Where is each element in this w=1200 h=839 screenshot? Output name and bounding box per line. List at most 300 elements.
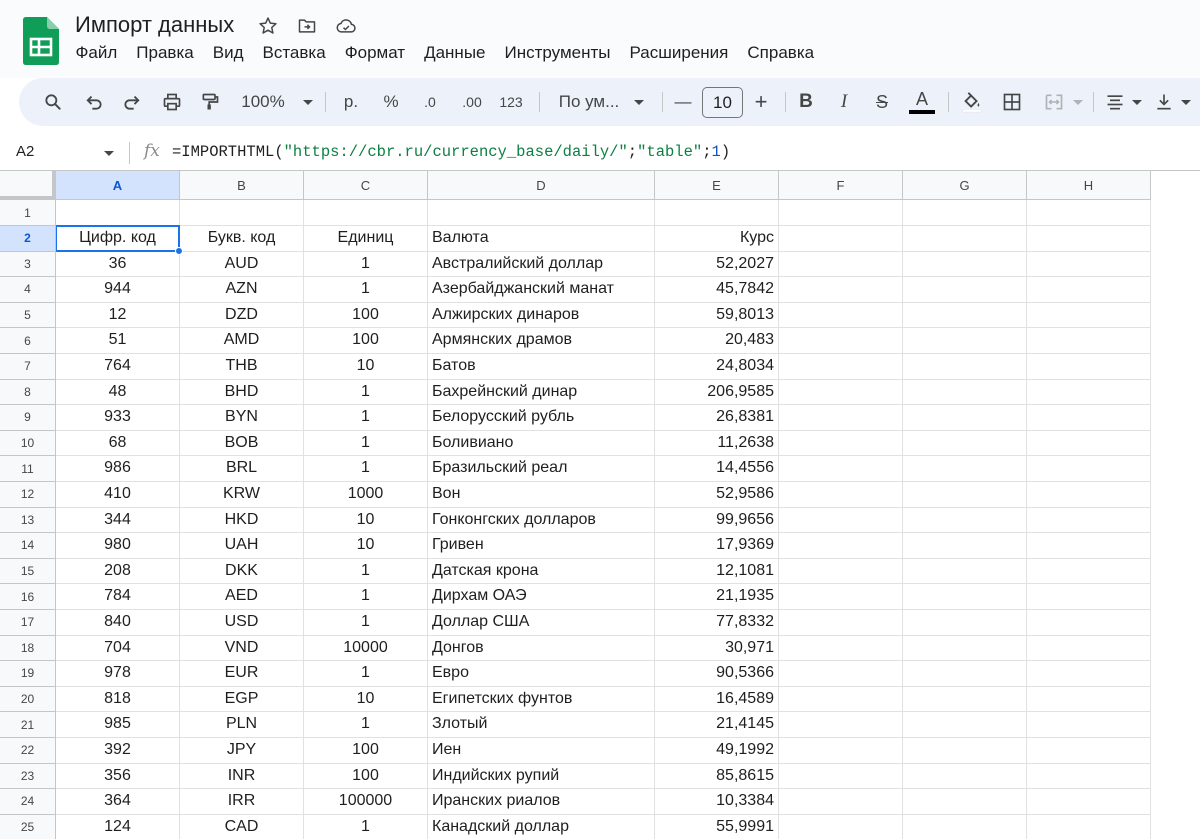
cell[interactable]: EUR — [180, 661, 304, 687]
cell[interactable]: 77,8332 — [655, 610, 779, 636]
cell[interactable] — [1027, 687, 1151, 713]
undo-icon[interactable] — [80, 78, 108, 126]
cell[interactable]: Индийских рупий — [428, 764, 655, 790]
cell[interactable] — [1027, 815, 1151, 839]
cell[interactable] — [56, 200, 180, 226]
table-row — [56, 482, 1200, 508]
cell[interactable] — [779, 277, 903, 303]
cell[interactable]: 10 — [304, 687, 428, 713]
cell[interactable]: 980 — [56, 533, 180, 559]
formula-input[interactable] — [172, 143, 730, 161]
document-title[interactable]: Импорт данных — [75, 12, 235, 37]
cell[interactable]: 45,7842 — [655, 277, 779, 303]
cell[interactable]: Букв. код — [180, 226, 304, 252]
cell[interactable]: 14,4556 — [655, 456, 779, 482]
cell[interactable]: Иен — [428, 738, 655, 764]
cell[interactable]: Евро — [428, 661, 655, 687]
cell[interactable]: 59,8013 — [655, 303, 779, 329]
fill-handle[interactable] — [175, 247, 183, 255]
cell[interactable]: 68 — [56, 431, 180, 457]
font-size-input[interactable]: 10 — [702, 87, 743, 118]
row-header[interactable]: 16 — [0, 584, 56, 610]
vertical-align-icon[interactable] — [1150, 78, 1178, 126]
cell[interactable]: 1 — [304, 815, 428, 839]
cell[interactable] — [903, 328, 1027, 354]
cell[interactable]: 985 — [56, 712, 180, 738]
cell[interactable] — [903, 636, 1027, 662]
cell[interactable]: Египетских фунтов — [428, 687, 655, 713]
cell[interactable]: UAH — [180, 533, 304, 559]
cell[interactable] — [1027, 559, 1151, 585]
cell[interactable]: Гривен — [428, 533, 655, 559]
italic-button[interactable]: I — [840, 91, 848, 112]
cell[interactable]: 90,5366 — [655, 661, 779, 687]
cell[interactable]: 206,9585 — [655, 380, 779, 406]
bold-button[interactable]: B — [799, 91, 813, 112]
cell[interactable]: 124 — [56, 815, 180, 839]
formula-separator: ; — [627, 143, 638, 161]
cell[interactable]: Донгов — [428, 636, 655, 662]
cell[interactable]: Курс — [655, 226, 779, 252]
cell[interactable]: VND — [180, 636, 304, 662]
cell[interactable]: 840 — [56, 610, 180, 636]
cell[interactable] — [903, 533, 1027, 559]
cell[interactable]: 10,3384 — [655, 789, 779, 815]
cell[interactable]: 818 — [56, 687, 180, 713]
text-color-letter: A — [915, 89, 928, 109]
cell[interactable] — [779, 687, 903, 713]
cell[interactable]: 17,9369 — [655, 533, 779, 559]
cell[interactable] — [779, 815, 903, 839]
cell[interactable]: 52,9586 — [655, 482, 779, 508]
cell[interactable] — [779, 610, 903, 636]
cell[interactable]: Канадский доллар — [428, 815, 655, 839]
cell[interactable]: 24,8034 — [655, 354, 779, 380]
cell[interactable]: 986 — [56, 456, 180, 482]
cell[interactable] — [903, 738, 1027, 764]
cell[interactable] — [1027, 738, 1151, 764]
cell[interactable] — [779, 533, 903, 559]
cell[interactable]: 99,9656 — [655, 508, 779, 534]
cell[interactable]: 21,1935 — [655, 584, 779, 610]
cell[interactable]: 10 — [304, 533, 428, 559]
cell[interactable] — [903, 277, 1027, 303]
table-row — [56, 610, 1200, 636]
star-icon[interactable] — [256, 14, 280, 38]
cell[interactable]: Дирхам ОАЭ — [428, 584, 655, 610]
table-row — [56, 815, 1200, 839]
cell[interactable]: Австралийский доллар — [428, 252, 655, 278]
cell[interactable]: 21,4145 — [655, 712, 779, 738]
cell[interactable] — [903, 226, 1027, 252]
row-header[interactable]: 7 — [0, 354, 56, 380]
cell[interactable]: BHD — [180, 380, 304, 406]
row-header[interactable]: 9 — [0, 405, 56, 431]
column-header-c[interactable]: C — [304, 171, 428, 200]
cell[interactable] — [1027, 764, 1151, 790]
cell[interactable]: THB — [180, 354, 304, 380]
cell[interactable] — [655, 200, 779, 226]
cell[interactable] — [1027, 636, 1151, 662]
cell[interactable]: 208 — [56, 559, 180, 585]
cell[interactable] — [1027, 661, 1151, 687]
cell[interactable]: 356 — [56, 764, 180, 790]
valign-caret-icon[interactable] — [1179, 78, 1193, 126]
row-header[interactable]: 5 — [0, 303, 56, 329]
cell[interactable]: Батов — [428, 354, 655, 380]
toolbar-separator — [948, 92, 949, 112]
row-header[interactable]: 24 — [0, 789, 56, 815]
cell[interactable]: DKK — [180, 559, 304, 585]
row-header[interactable]: 2 — [0, 226, 56, 252]
menu-edit[interactable]: Правка — [136, 43, 194, 62]
increase-decimal-label: .00 — [462, 94, 482, 110]
search-menus-icon[interactable] — [39, 78, 67, 126]
cell[interactable]: 1 — [304, 610, 428, 636]
increase-font-size-button[interactable]: + — [754, 89, 768, 114]
cell[interactable] — [779, 431, 903, 457]
cell[interactable] — [903, 431, 1027, 457]
cell[interactable] — [903, 610, 1027, 636]
row-header[interactable]: 8 — [0, 380, 56, 406]
cell[interactable] — [779, 764, 903, 790]
menu-bar — [66, 41, 824, 65]
print-icon[interactable] — [158, 78, 186, 126]
cell[interactable] — [779, 661, 903, 687]
cloud-saved-icon[interactable] — [334, 14, 358, 38]
zoom-caret-icon[interactable] — [300, 78, 316, 126]
cell[interactable]: INR — [180, 764, 304, 790]
cell[interactable]: 36 — [56, 252, 180, 278]
cell[interactable]: 1 — [304, 584, 428, 610]
fill-color-icon[interactable] — [956, 78, 988, 126]
cell[interactable] — [779, 252, 903, 278]
menu-help[interactable]: Справка — [747, 43, 815, 62]
cell[interactable]: JPY — [180, 738, 304, 764]
row-header[interactable]: 17 — [0, 610, 56, 636]
cell[interactable]: 85,8615 — [655, 764, 779, 790]
borders-icon[interactable] — [998, 78, 1026, 126]
cell[interactable]: 12 — [56, 303, 180, 329]
cell[interactable]: DZD — [180, 303, 304, 329]
cell[interactable]: 1 — [304, 559, 428, 585]
cell[interactable]: 48 — [56, 380, 180, 406]
table-row — [56, 200, 1200, 226]
cell[interactable]: 1000 — [304, 482, 428, 508]
cell[interactable] — [1027, 431, 1151, 457]
cell[interactable]: 944 — [56, 277, 180, 303]
cell[interactable]: 10 — [304, 508, 428, 534]
cell[interactable] — [304, 200, 428, 226]
currency-format-button[interactable]: р. — [343, 92, 359, 111]
cell[interactable] — [779, 559, 903, 585]
cell[interactable] — [1027, 277, 1151, 303]
row-header[interactable]: 6 — [0, 328, 56, 354]
move-to-folder-icon[interactable] — [295, 14, 319, 38]
cell[interactable]: 100000 — [304, 789, 428, 815]
decrease-font-size-button[interactable]: — — [674, 92, 692, 111]
row-header[interactable]: 21 — [0, 712, 56, 738]
cell[interactable]: BYN — [180, 405, 304, 431]
formula-function: =IMPORTHTML( — [172, 143, 284, 161]
more-formats-button[interactable] — [495, 78, 527, 126]
cell[interactable]: IRR — [180, 789, 304, 815]
font-caret-icon[interactable] — [631, 78, 647, 126]
cell[interactable] — [903, 456, 1027, 482]
cell[interactable]: 392 — [56, 738, 180, 764]
cell[interactable] — [1027, 789, 1151, 815]
cell[interactable] — [903, 303, 1027, 329]
cell[interactable]: 1 — [304, 277, 428, 303]
cell[interactable] — [1027, 354, 1151, 380]
cell[interactable] — [779, 584, 903, 610]
cell[interactable] — [903, 815, 1027, 839]
cell[interactable] — [1027, 508, 1151, 534]
cell[interactable] — [903, 687, 1027, 713]
cell[interactable]: Датская крона — [428, 559, 655, 585]
cell[interactable] — [1027, 533, 1151, 559]
row-header[interactable]: 14 — [0, 533, 56, 559]
row-header[interactable]: 11 — [0, 456, 56, 482]
row-header[interactable]: 22 — [0, 738, 56, 764]
cell[interactable]: 1 — [304, 431, 428, 457]
cell[interactable]: Валюта — [428, 226, 655, 252]
strikethrough-button[interactable]: S — [875, 91, 888, 112]
cell[interactable]: 26,8381 — [655, 405, 779, 431]
percent-format-button[interactable]: % — [383, 92, 399, 111]
cell[interactable] — [903, 584, 1027, 610]
cell[interactable]: 364 — [56, 789, 180, 815]
cell[interactable] — [903, 200, 1027, 226]
cell[interactable]: 1 — [304, 456, 428, 482]
cell[interactable]: 16,4589 — [655, 687, 779, 713]
cell[interactable]: 11,2638 — [655, 431, 779, 457]
cell[interactable]: Доллар США — [428, 610, 655, 636]
cell[interactable] — [1027, 328, 1151, 354]
row-header[interactable]: 15 — [0, 559, 56, 585]
cell[interactable] — [903, 559, 1027, 585]
menu-insert[interactable]: Вставка — [262, 43, 326, 62]
cell[interactable] — [779, 354, 903, 380]
column-header-h[interactable]: H — [1027, 171, 1151, 200]
column-header-b[interactable]: B — [180, 171, 304, 200]
paint-format-icon[interactable] — [196, 78, 224, 126]
cell[interactable]: Боливиано — [428, 431, 655, 457]
cell[interactable] — [903, 354, 1027, 380]
row-header[interactable]: 23 — [0, 764, 56, 790]
cell[interactable]: 52,2027 — [655, 252, 779, 278]
menu-extensions[interactable]: Расширения — [629, 43, 729, 62]
cell[interactable]: AUD — [180, 252, 304, 278]
cell[interactable] — [903, 764, 1027, 790]
cell[interactable]: 10 — [304, 354, 428, 380]
cell[interactable]: 1 — [304, 661, 428, 687]
cell[interactable] — [1027, 252, 1151, 278]
zoom-select[interactable]: 100% — [241, 92, 285, 111]
cell[interactable] — [1027, 712, 1151, 738]
font-family-select[interactable]: По ум... — [558, 92, 620, 111]
cell[interactable] — [903, 712, 1027, 738]
table-row — [56, 277, 1200, 303]
menu-format[interactable]: Формат — [344, 43, 406, 62]
column-header-d[interactable]: D — [428, 171, 655, 200]
align-caret-icon[interactable] — [1130, 78, 1144, 126]
cell[interactable]: CAD — [180, 815, 304, 839]
title-bar — [0, 0, 1200, 78]
cell[interactable]: 1 — [304, 380, 428, 406]
sheets-logo-icon[interactable] — [23, 17, 59, 65]
cell[interactable] — [1027, 380, 1151, 406]
table-row — [56, 764, 1200, 790]
increase-decimal-button[interactable] — [455, 78, 489, 126]
cell[interactable] — [779, 789, 903, 815]
cell[interactable] — [779, 508, 903, 534]
cell[interactable]: 100 — [304, 738, 428, 764]
cell[interactable]: Цифр. код — [56, 226, 180, 252]
cell[interactable]: 55,9991 — [655, 815, 779, 839]
name-box-caret-icon[interactable] — [104, 151, 114, 156]
table-row — [56, 738, 1200, 764]
row-header[interactable]: 4 — [0, 277, 56, 303]
cell[interactable] — [1027, 226, 1151, 252]
cell[interactable]: EGP — [180, 687, 304, 713]
cell[interactable]: AZN — [180, 277, 304, 303]
cell[interactable] — [779, 636, 903, 662]
row-header[interactable]: 19 — [0, 661, 56, 687]
cell[interactable]: BOB — [180, 431, 304, 457]
menu-view[interactable]: Вид — [212, 43, 244, 62]
menu-file[interactable]: Файл — [75, 43, 118, 62]
cell[interactable]: 410 — [56, 482, 180, 508]
cell[interactable]: BRL — [180, 456, 304, 482]
cell[interactable]: 100 — [304, 764, 428, 790]
cell[interactable]: 784 — [56, 584, 180, 610]
row-header[interactable]: 1 — [0, 200, 56, 226]
cell[interactable]: 100 — [304, 328, 428, 354]
cell[interactable] — [779, 738, 903, 764]
cell[interactable]: 12,1081 — [655, 559, 779, 585]
cell[interactable] — [428, 200, 655, 226]
menu-data[interactable]: Данные — [424, 43, 486, 62]
row-header[interactable]: 10 — [0, 431, 56, 457]
table-row — [56, 252, 1200, 278]
table-row — [56, 559, 1200, 585]
cell[interactable]: 10000 — [304, 636, 428, 662]
cell[interactable] — [779, 303, 903, 329]
column-header-e[interactable]: E — [655, 171, 779, 200]
cell[interactable]: 20,483 — [655, 328, 779, 354]
cell[interactable] — [903, 380, 1027, 406]
cell[interactable]: Азербайджанский манат — [428, 277, 655, 303]
cell[interactable] — [779, 405, 903, 431]
column-header-f[interactable]: F — [779, 171, 903, 200]
cell[interactable] — [779, 712, 903, 738]
cell[interactable] — [903, 508, 1027, 534]
cell[interactable]: 978 — [56, 661, 180, 687]
cell[interactable] — [779, 380, 903, 406]
cell[interactable] — [903, 405, 1027, 431]
cell[interactable]: PLN — [180, 712, 304, 738]
cell[interactable] — [779, 456, 903, 482]
cell[interactable] — [903, 252, 1027, 278]
cell[interactable]: Иранских риалов — [428, 789, 655, 815]
redo-icon[interactable] — [118, 78, 146, 126]
cell[interactable] — [1027, 303, 1151, 329]
cell[interactable]: Гонконгских долларов — [428, 508, 655, 534]
cell[interactable] — [903, 482, 1027, 508]
cell[interactable]: 704 — [56, 636, 180, 662]
cell[interactable]: AED — [180, 584, 304, 610]
cell[interactable]: HKD — [180, 508, 304, 534]
cell[interactable]: 1 — [304, 712, 428, 738]
cell[interactable] — [1027, 610, 1151, 636]
row-header[interactable]: 25 — [0, 815, 56, 839]
cell[interactable]: USD — [180, 610, 304, 636]
formula-bar — [0, 136, 1200, 170]
cell[interactable]: Вон — [428, 482, 655, 508]
cell[interactable]: 49,1992 — [655, 738, 779, 764]
row-header[interactable]: 12 — [0, 482, 56, 508]
name-box[interactable]: A2 — [16, 143, 35, 160]
column-header-a[interactable]: A — [56, 171, 180, 200]
cell[interactable] — [1027, 405, 1151, 431]
toolbar-separator — [539, 92, 540, 112]
cell[interactable]: 100 — [304, 303, 428, 329]
cell[interactable] — [779, 482, 903, 508]
table-row — [56, 584, 1200, 610]
cell[interactable]: 764 — [56, 354, 180, 380]
cell[interactable]: KRW — [180, 482, 304, 508]
cell[interactable]: Злотый — [428, 712, 655, 738]
cell[interactable]: 1 — [304, 405, 428, 431]
cell[interactable]: Алжирских динаров — [428, 303, 655, 329]
horizontal-align-icon[interactable] — [1101, 78, 1129, 126]
cell[interactable]: 1 — [304, 252, 428, 278]
row-header[interactable]: 20 — [0, 687, 56, 713]
cell[interactable]: Бразильский реал — [428, 456, 655, 482]
row-header[interactable]: 18 — [0, 636, 56, 662]
cell[interactable]: Единиц — [304, 226, 428, 252]
cell[interactable]: AMD — [180, 328, 304, 354]
cell[interactable] — [779, 328, 903, 354]
cell[interactable] — [1027, 482, 1151, 508]
row-header[interactable]: 3 — [0, 252, 56, 278]
column-header-g[interactable]: G — [903, 171, 1027, 200]
cell[interactable] — [180, 200, 304, 226]
cell[interactable] — [903, 661, 1027, 687]
menu-tools[interactable]: Инструменты — [504, 43, 611, 62]
cell[interactable]: Армянских драмов — [428, 328, 655, 354]
text-color-button[interactable] — [906, 78, 938, 126]
cell[interactable] — [1027, 456, 1151, 482]
row-header[interactable]: 13 — [0, 508, 56, 534]
cell[interactable]: Бахрейнский динар — [428, 380, 655, 406]
formula-separator: ; — [702, 143, 712, 161]
cell[interactable] — [903, 789, 1027, 815]
toolbar-separator — [325, 92, 326, 112]
cell[interactable]: Белорусский рубль — [428, 405, 655, 431]
cell[interactable] — [1027, 584, 1151, 610]
cell[interactable]: 344 — [56, 508, 180, 534]
cell[interactable]: 933 — [56, 405, 180, 431]
cell[interactable] — [779, 226, 903, 252]
cell[interactable] — [1027, 200, 1151, 226]
decrease-decimal-button[interactable] — [415, 78, 445, 126]
cell[interactable]: 51 — [56, 328, 180, 354]
cell[interactable] — [779, 200, 903, 226]
cell[interactable]: 30,971 — [655, 636, 779, 662]
select-all-corner[interactable] — [0, 171, 56, 200]
